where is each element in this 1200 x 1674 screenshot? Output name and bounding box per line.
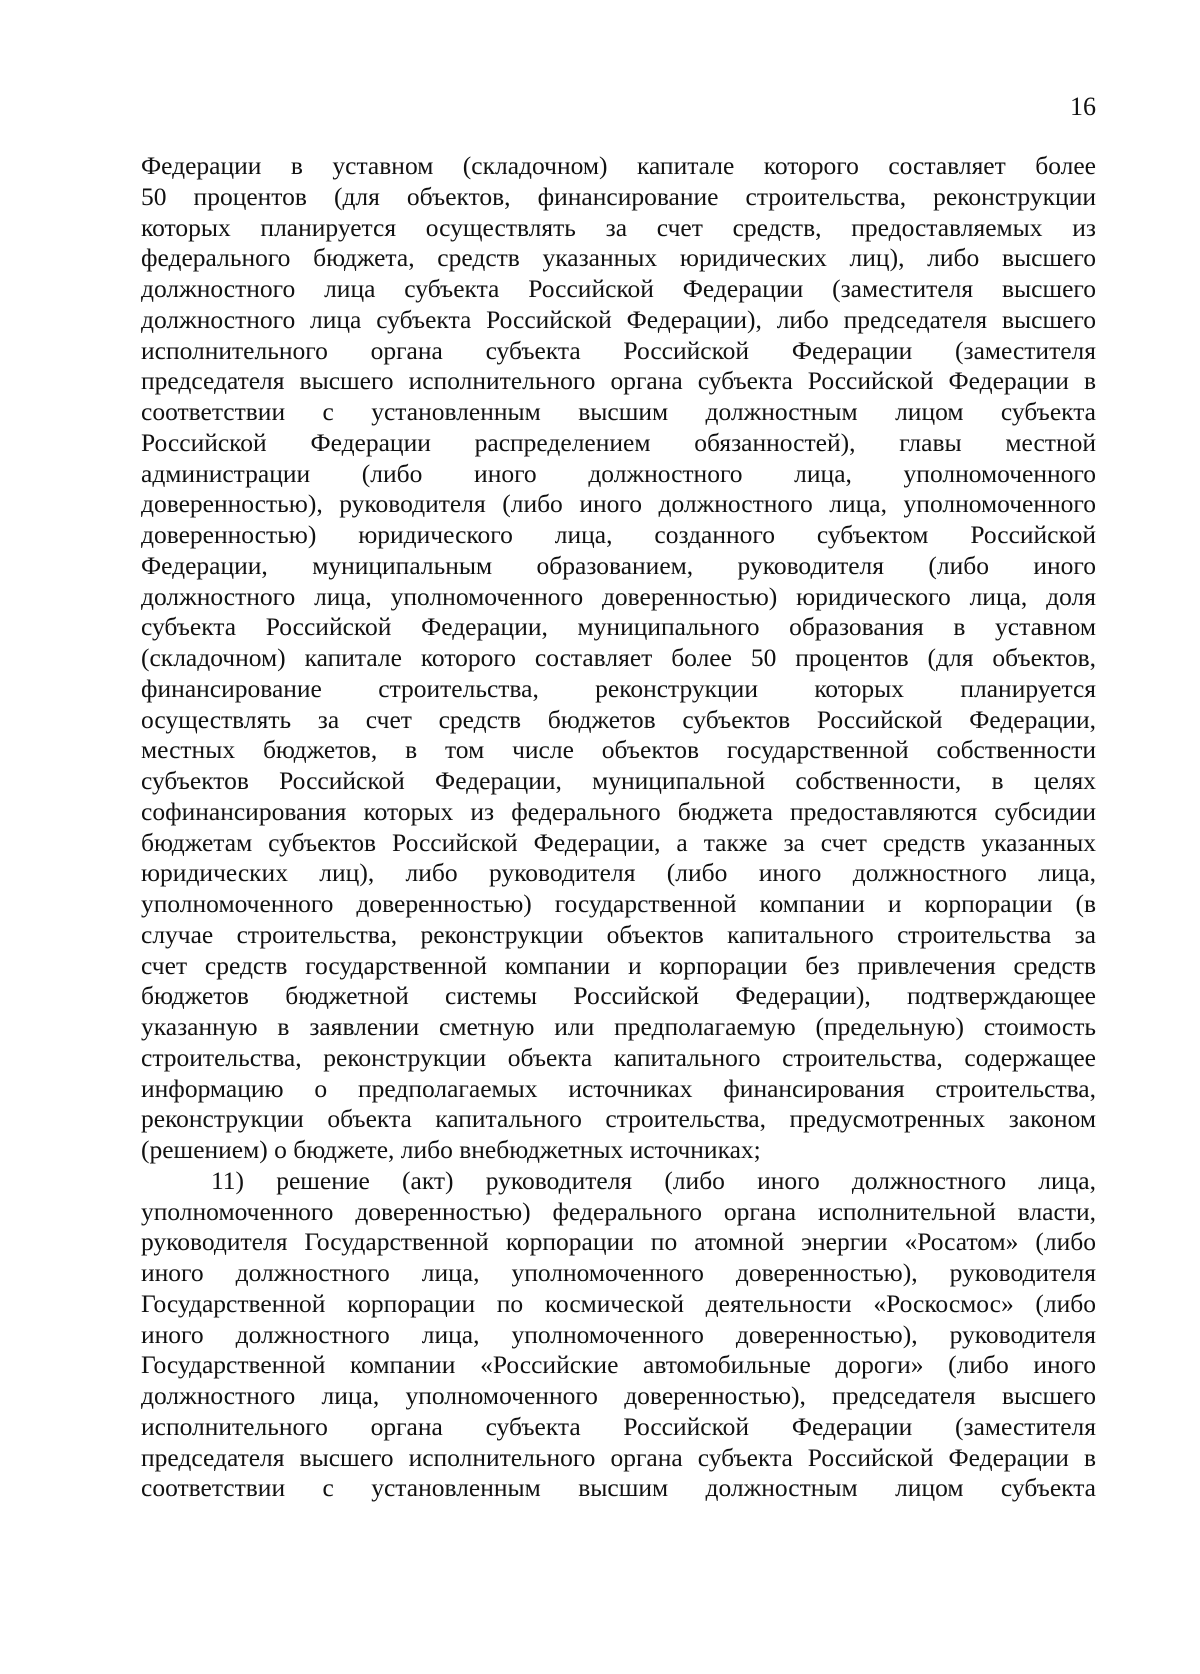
text-line: случае строительства, реконструкции объектов капитального строительства за — [141, 919, 1096, 949]
text-line: информацию о предполагаемых источниках финансирования строительства, — [141, 1073, 1096, 1103]
text-line: доверенностью) юридического лица, созданного субъектом Российской — [141, 520, 1096, 549]
text-line: Государственной компании «Российские автомобильные дороги» (либо иного — [141, 1350, 1096, 1380]
text-line: должностного лица, уполномоченного доверенностью), председателя высшего — [141, 1381, 1096, 1410]
text-line: администрации (либо иного должностного лица, уполномоченного — [141, 458, 1096, 488]
text-line: Федерации в уставном (складочном) капитале которого составляет более — [141, 151, 1096, 180]
text-line: соответствии с установленным высшим должностным лицом субъекта — [141, 1473, 1096, 1503]
text-line: указанную в заявлении сметную или предполагаемую (предельную) стоимость — [141, 1012, 1096, 1041]
text-line: руководителя Государственной корпорации по атомной энергии «Росатом» (либо — [141, 1227, 1096, 1257]
text-line: (решением) о бюджете, либо внебюджетных источниках; — [141, 1135, 761, 1164]
text-line: должностного лица субъекта Российской Федерации (заместителя высшего — [141, 274, 1096, 303]
text-line: должностного лица субъекта Российской Федерации), либо председателя высшего — [141, 304, 1096, 334]
text-line: иного должностного лица, уполномоченного доверенностью), руководителя — [141, 1258, 1096, 1287]
text-line: софинансирования которых из федерального бюджета предоставляются субсидии — [141, 796, 1096, 826]
text-line: 11) решение (акт) руководителя (либо иного должностного лица, — [211, 1165, 1096, 1195]
text-line: уполномоченного доверенностью) государственной компании и корпорации (в — [141, 889, 1096, 918]
text-line: Российской Федерации распределением обязанностей), главы местной — [141, 427, 1096, 457]
text-line: федерального бюджета, средств указанных юридических лиц), либо высшего — [141, 243, 1096, 273]
text-line: председателя высшего исполнительного органа субъекта Российской Федерации в — [141, 366, 1096, 396]
text-line: субъектов Российской Федерации, муниципальной собственности, в целях — [141, 766, 1096, 795]
text-line: счет средств государственной компании и корпорации без привлечения средств — [141, 950, 1096, 980]
text-line: соответствии с установленным высшим должностным лицом субъекта — [141, 397, 1096, 426]
text-line: иного должностного лица, уполномоченного доверенностью), руководителя — [141, 1319, 1096, 1349]
text-line: 50 процентов (для объектов, финансирование строительства, реконструкции — [141, 181, 1096, 211]
text-line: Федерации, муниципальным образованием, руководителя (либо иного — [141, 550, 1096, 580]
text-line: субъекта Российской Федерации, муниципального образования в уставном — [141, 612, 1096, 642]
text-line: исполнительного органа субъекта Российской Федерации (заместителя — [141, 335, 1096, 365]
body-text — [141, 151, 1096, 1504]
text-line: исполнительного органа субъекта Российской Федерации (заместителя — [141, 1411, 1096, 1441]
text-line: уполномоченного доверенностью) федерального органа исполнительной власти, — [141, 1196, 1096, 1226]
text-line: которых планируется осуществлять за счет средств, предоставляемых из — [141, 212, 1096, 242]
text-line: реконструкции объекта капитального строительства, предусмотренных законом — [141, 1104, 1096, 1134]
text-line: финансирование строительства, реконструкции которых планируется — [141, 673, 1096, 703]
text-line: председателя высшего исполнительного органа субъекта Российской Федерации в — [141, 1442, 1096, 1472]
text-line: (складочном) капитале которого составляет более 50 процентов (для объектов, — [141, 643, 1096, 672]
page-number: 16 — [1070, 92, 1096, 121]
text-line: бюджетов бюджетной системы Российской Федерации), подтверждающее — [141, 981, 1096, 1011]
text-line: доверенностью), руководителя (либо иного должностного лица, уполномоченного — [141, 489, 1096, 519]
text-line: должностного лица, уполномоченного доверенностью) юридического лица, доля — [141, 581, 1096, 611]
text-line: бюджетам субъектов Российской Федерации, а также за счет средств указанных — [141, 827, 1096, 857]
text-line: юридических лиц), либо руководителя (либо иного должностного лица, — [141, 858, 1096, 888]
text-line: осуществлять за счет средств бюджетов субъектов Российской Федерации, — [141, 704, 1096, 734]
text-line: Государственной корпорации по космической деятельности «Роскосмос» (либо — [141, 1288, 1096, 1318]
text-line: строительства, реконструкции объекта капитального строительства, содержащее — [141, 1042, 1096, 1072]
text-line: местных бюджетов, в том числе объектов государственной собственности — [141, 735, 1096, 765]
